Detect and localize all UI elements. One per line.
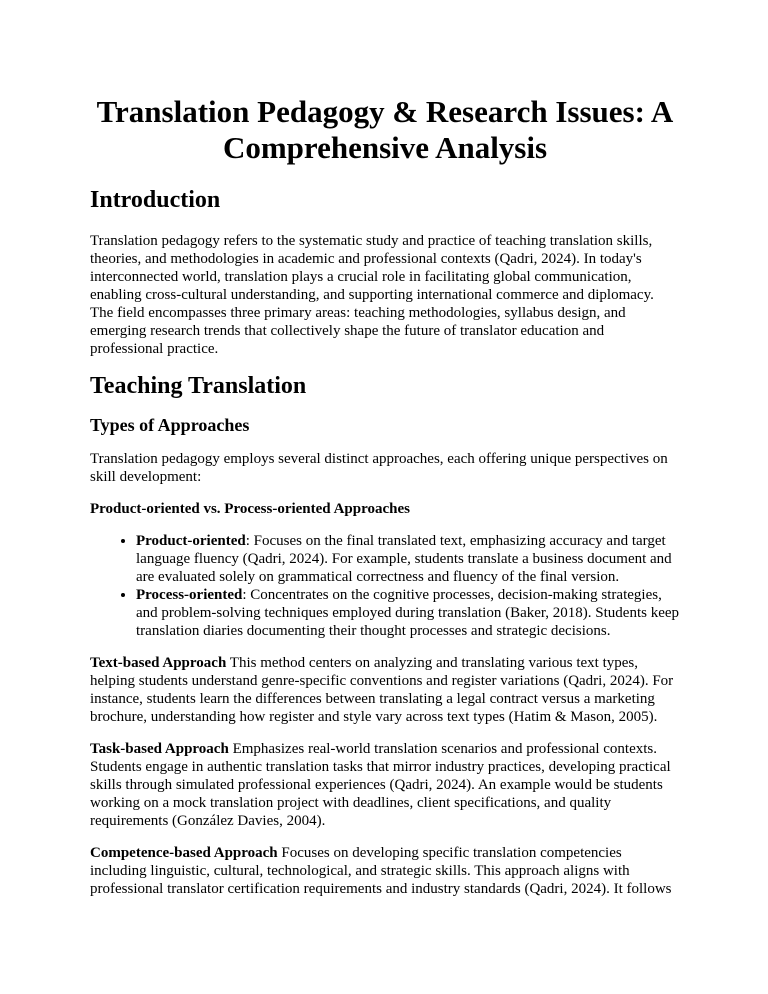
teaching-translation-heading: Teaching Translation	[90, 373, 307, 399]
introduction-paragraph: Translation pedagogy refers to the systematic study and practice of teaching translation skills, theories, and methodologies in academic and professional contexts (Qadri, 2024). In today's interconnected world, translation plays a crucial role in facilitating global communication, enabling cross-cultural understanding, and supporting international commerce and diplomacy. The field encompasses three primary areas: teaching methodologies, syllabus design, and emerging research trends that collectively shape the future of translator education and professional practice.	[90, 233, 654, 357]
list-item	[136, 532, 680, 586]
introduction-section	[90, 186, 680, 358]
list-item	[136, 586, 680, 640]
approach-term: Task-based Approach	[90, 741, 229, 757]
teaching-translation-section	[90, 372, 680, 898]
approach-term: Competence-based Approach	[90, 845, 278, 861]
approach-text: Emphasizes real-world translation scenarios and professional contexts. Students engage in authentic translation tasks that mirror industry practices, developing practical skills through simulated professional experiences (Qadri, 2024). An example would be students working on a mock translation project with deadlines, client specifications, and quality requirements (González Davies, 2004).	[90, 741, 671, 829]
product-process-list	[90, 532, 680, 640]
approach-text: Focuses on developing specific translation competencies including linguistic, cultural, technological, and strategic skills. This approach aligns with professional translator certification requirements and industry standards (Qadri, 2024). It follows	[90, 845, 672, 897]
competence-based-approach-paragraph	[90, 844, 680, 898]
task-based-approach-paragraph	[90, 740, 680, 830]
list-item-text: : Concentrates on the cognitive processes, decision-making strategies, and problem-solving techniques employed during translation (Baker, 2018). Students keep translation diaries documenting their thought processes and strategic decisions.	[136, 587, 680, 639]
introduction-heading: Introduction	[90, 187, 221, 213]
document-title: Translation Pedagogy & Research Issues: A Comprehensive Analysis	[96, 94, 674, 165]
approach-term: Text-based Approach	[90, 655, 227, 671]
list-item-term: Product-oriented	[136, 533, 246, 549]
product-process-heading: Product-oriented vs. Process-oriented Approaches	[90, 501, 410, 517]
list-item-text: : Focuses on the final translated text, emphasizing accuracy and target language fluency (Qadri, 2024). For example, students translate a business document and are evaluated solely on grammatical correctness and fluency of the final version.	[136, 533, 672, 585]
list-item-term: Process-oriented	[136, 587, 243, 603]
types-of-approaches-heading: Types of Approaches	[90, 415, 250, 435]
text-based-approach-paragraph	[90, 654, 680, 726]
approach-text: This method centers on analyzing and translating various text types, helping students understand genre-specific conventions and register variations (Qadri, 2024). For instance, students learn the differences between translating a legal contract versus a marketing brochure, understanding how register and style vary across text types (Hatim & Mason, 2005).	[90, 655, 674, 725]
approaches-lead-paragraph: Translation pedagogy employs several distinct approaches, each offering unique perspectives on skill development:	[90, 451, 668, 485]
